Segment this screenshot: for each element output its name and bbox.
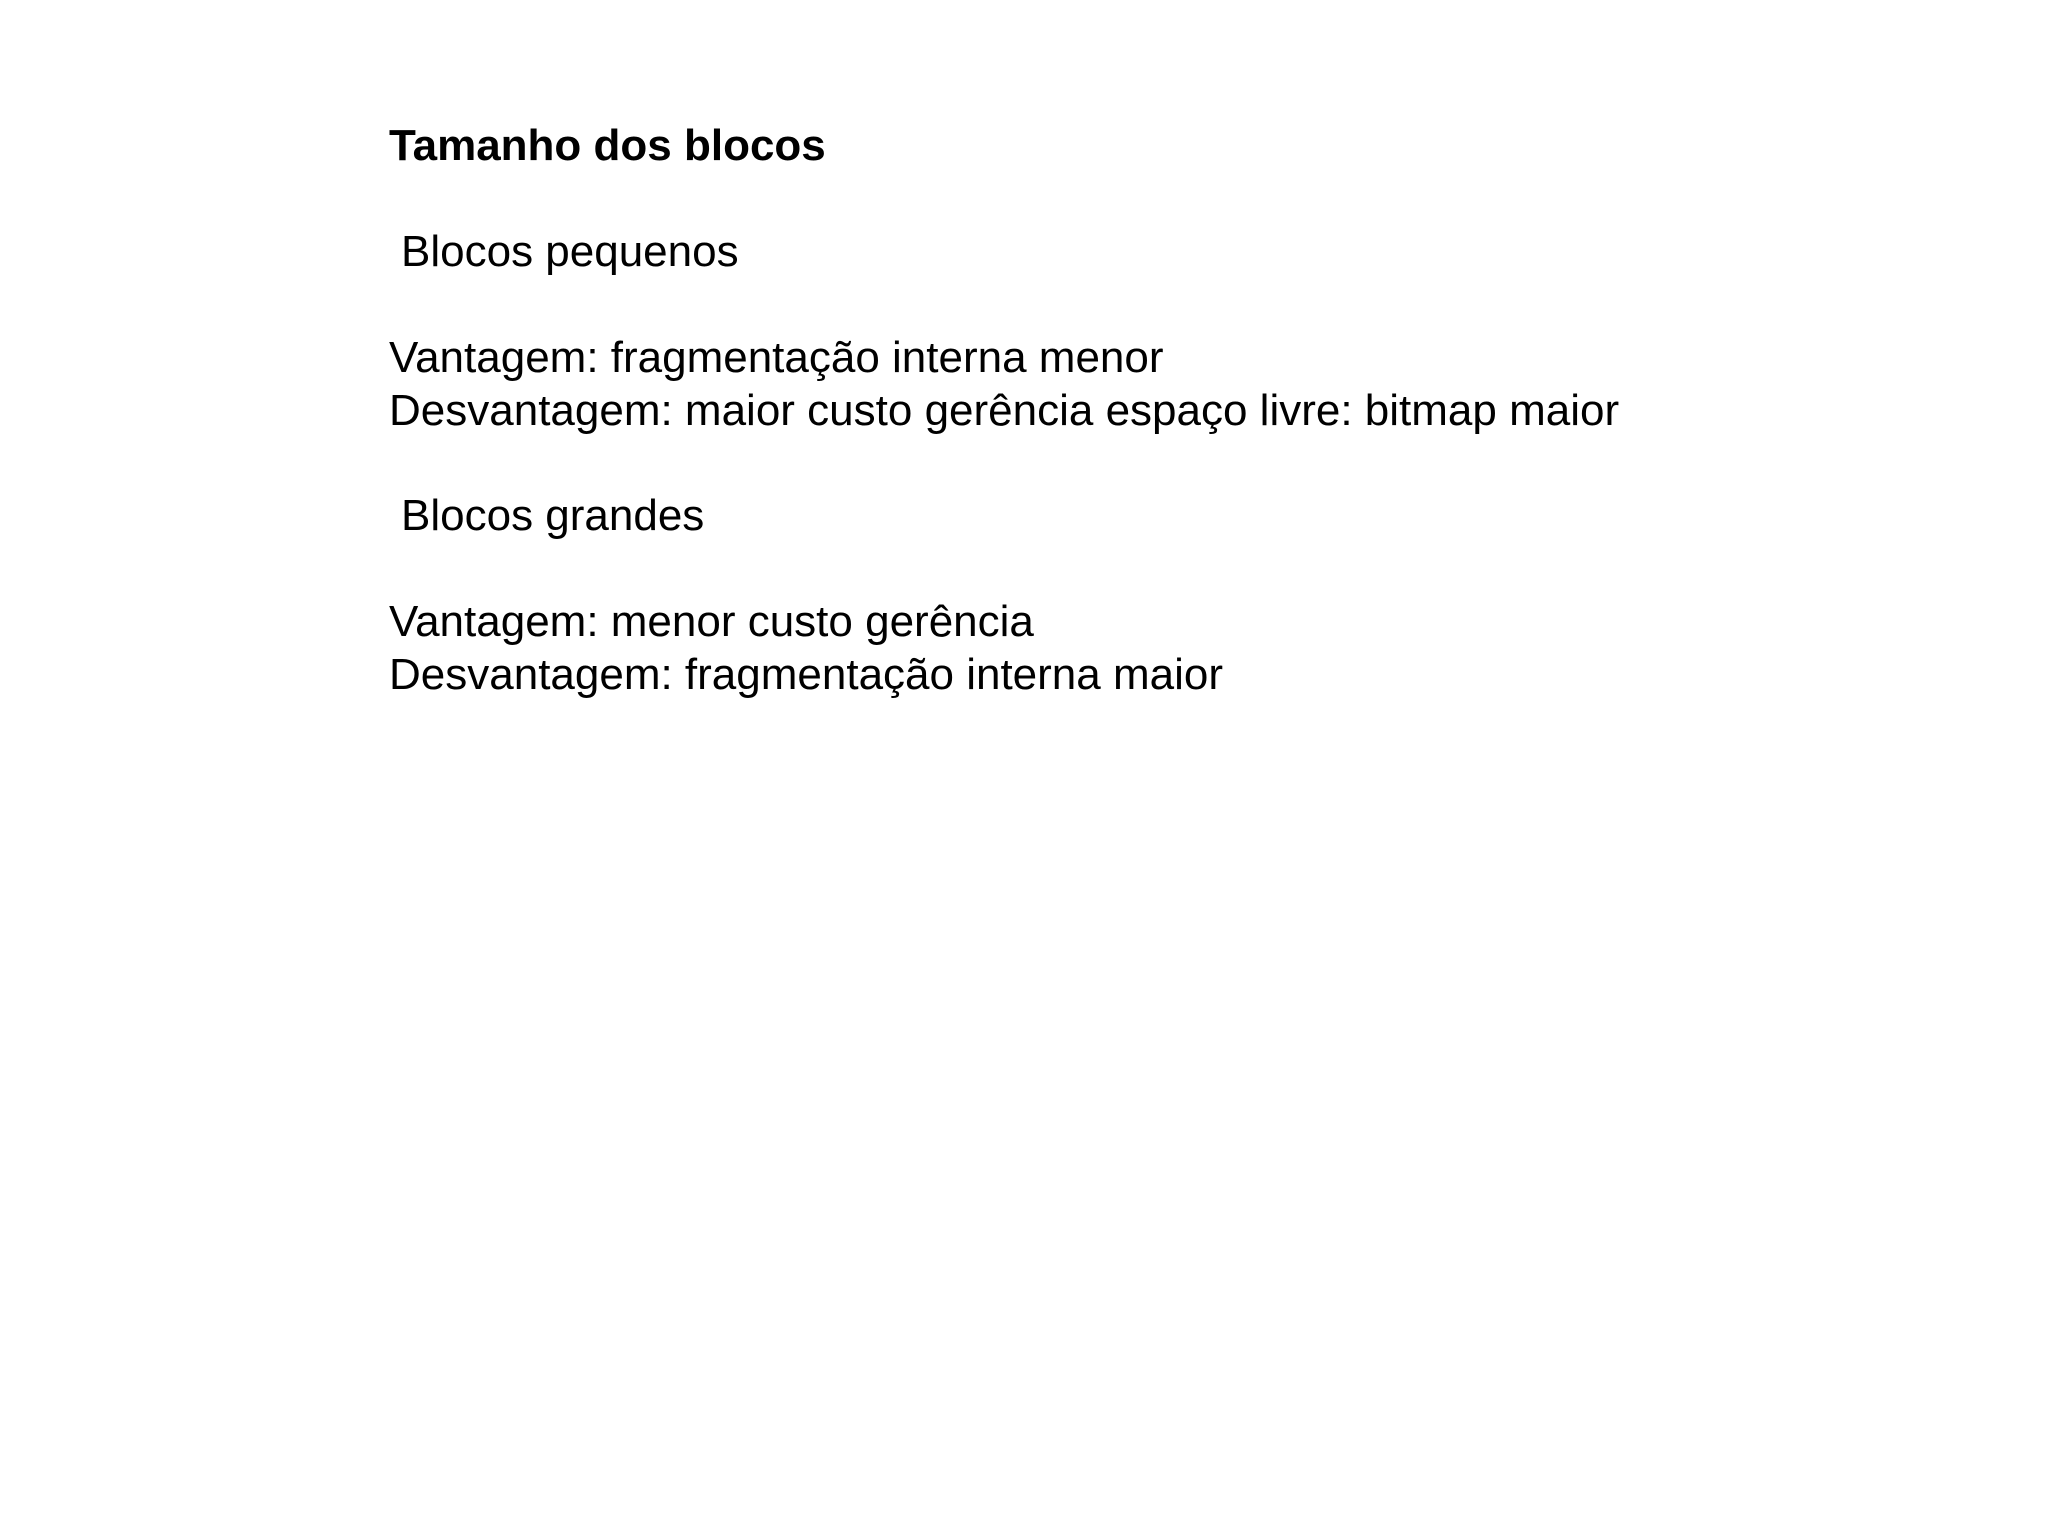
slide-title: Tamanho dos blocos [389,121,826,170]
small-blocks-advantage: Vantagem: fragmentação interna menor [389,333,1164,382]
large-blocks-advantage: Vantagem: menor custo gerência [389,597,1034,646]
large-blocks-disadvantage: Desvantagem: fragmentação interna maior [389,650,1223,699]
small-blocks-disadvantage: Desvantagem: maior custo gerência espaço livre: bitmap maior [389,386,1620,435]
section-heading-large-blocks: Blocos grandes [401,491,705,540]
section-heading-small-blocks: Blocos pequenos [401,227,739,276]
